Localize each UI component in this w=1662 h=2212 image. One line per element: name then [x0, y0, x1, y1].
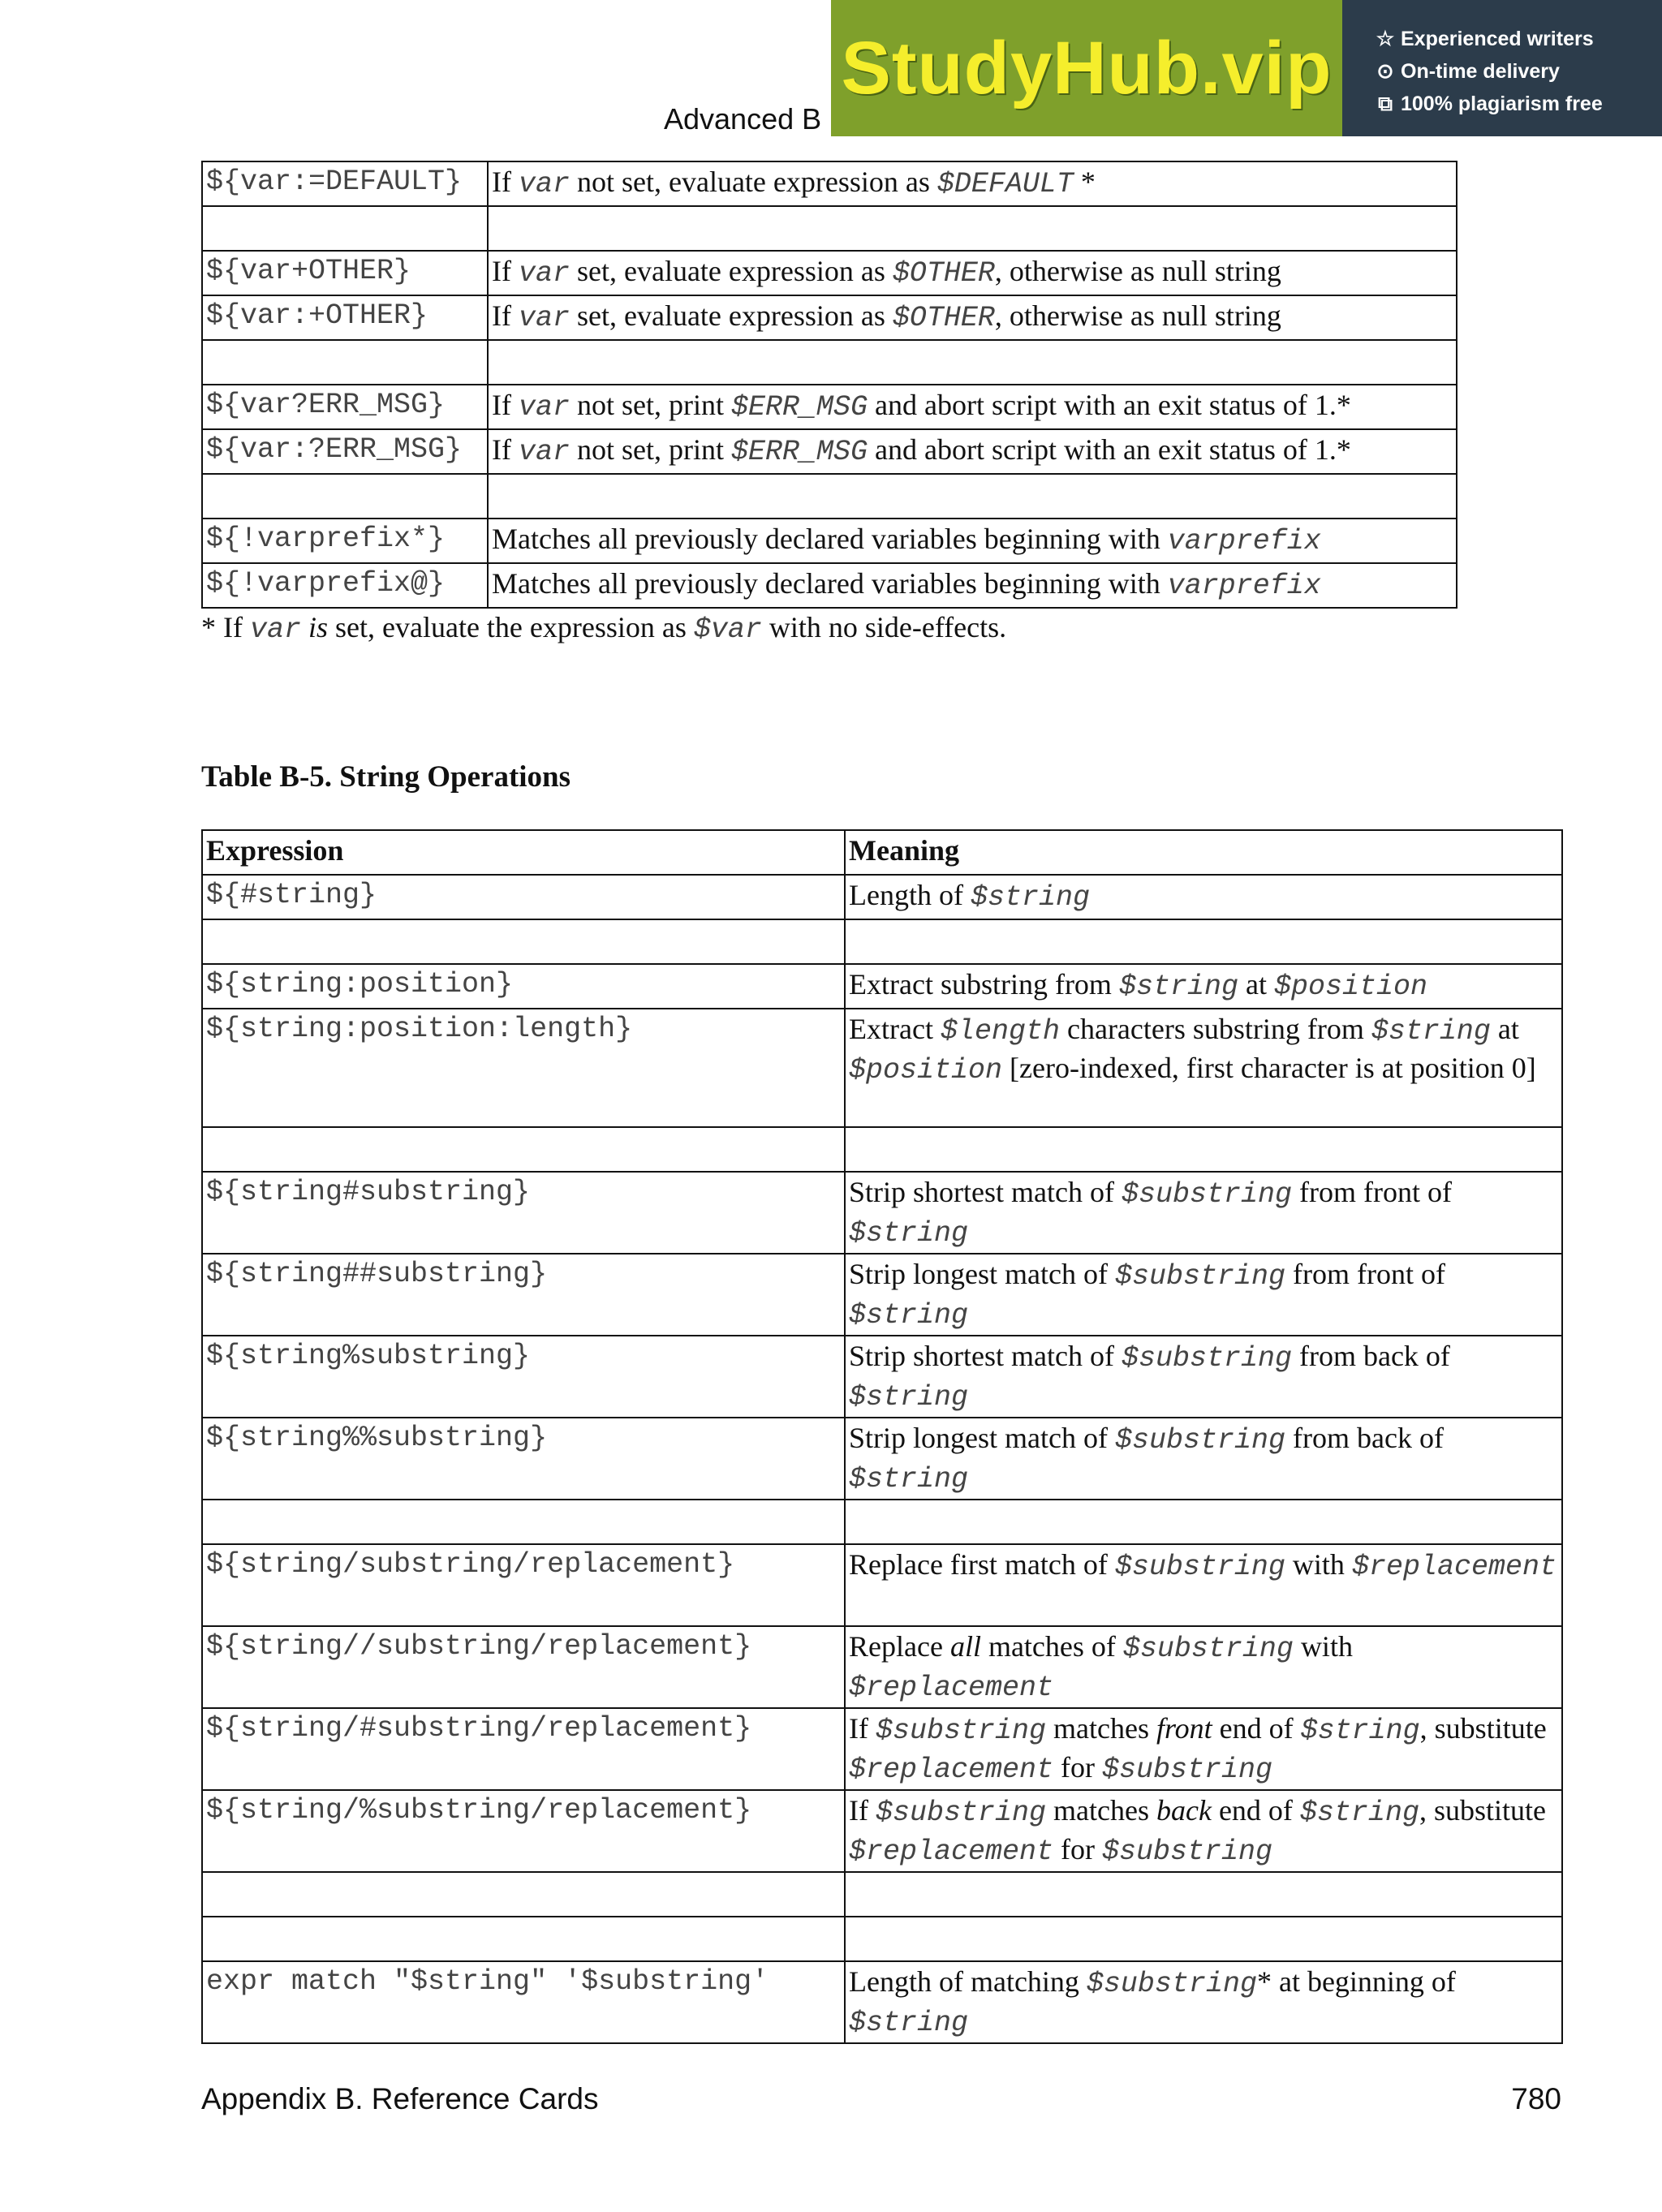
expression-cell: [202, 206, 488, 251]
expression-cell: ${string#substring}: [202, 1172, 845, 1254]
expression-cell: [202, 1127, 845, 1172]
text-fragment: from back of: [1292, 1340, 1450, 1372]
code-term: varprefix: [1167, 525, 1321, 557]
text-fragment: Length of matching: [849, 1965, 1087, 1998]
text-fragment: Length of: [849, 879, 971, 911]
meaning-cell: [488, 474, 1457, 519]
meaning-cell: [845, 1254, 1562, 1336]
text-fragment: , substitute: [1419, 1794, 1546, 1827]
table-row: [202, 1790, 1562, 1872]
column-header-meaning: Meaning: [845, 830, 1562, 875]
text-fragment: end of: [1212, 1712, 1301, 1745]
code-term: $string: [849, 1381, 969, 1414]
expression-cell: ${var?ERR_MSG}: [202, 385, 488, 429]
text-fragment: *: [1073, 166, 1096, 198]
banner-feature: [1375, 88, 1662, 120]
text-fragment: Strip shortest match of: [849, 1176, 1122, 1208]
code-term: $substring: [1121, 1342, 1292, 1375]
table-row: [202, 1917, 1562, 1961]
code-term: varprefix: [1167, 570, 1321, 602]
banner-feature-label: Experienced writers: [1401, 27, 1594, 50]
table-row: [202, 1172, 1562, 1254]
table-row: [202, 519, 1457, 563]
text-fragment: Matches all previously declared variables beginning with: [492, 567, 1168, 600]
table-row: [202, 1708, 1562, 1790]
expression-cell: ${string:position:length}: [202, 1009, 845, 1127]
text-fragment: , substitute: [1419, 1712, 1547, 1745]
text-fragment: front: [1156, 1712, 1212, 1745]
text-fragment: characters substring from: [1059, 1013, 1371, 1045]
text-fragment: is: [301, 611, 329, 643]
meaning-cell: [488, 206, 1457, 251]
table-row: [202, 875, 1562, 919]
table-row: [202, 429, 1457, 474]
text-fragment: Extract: [849, 1013, 941, 1045]
text-fragment: set, evaluate expression as: [570, 255, 893, 287]
code-term: var: [518, 436, 570, 468]
meaning-cell: [845, 919, 1562, 964]
meaning-cell: [845, 1872, 1562, 1917]
table-row: [202, 1626, 1562, 1708]
text-fragment: * If: [201, 611, 250, 643]
code-term: $string: [849, 2007, 969, 2039]
text-fragment: not set, print: [570, 389, 731, 421]
text-fragment: with: [1285, 1548, 1352, 1581]
text-fragment: Strip shortest match of: [849, 1340, 1122, 1372]
text-fragment: If: [492, 433, 519, 466]
text-fragment: If: [849, 1712, 876, 1745]
expression-cell: ${string:position}: [202, 964, 845, 1009]
text-fragment: from front of: [1285, 1258, 1445, 1290]
meaning-cell: [488, 563, 1457, 608]
code-term: $position: [1273, 970, 1427, 1003]
banner-logo-area: [831, 0, 1342, 136]
meaning-cell: [488, 385, 1457, 429]
expression-cell: [202, 1917, 845, 1961]
text-fragment: not set, print: [570, 433, 731, 466]
code-term: $substring: [875, 1797, 1047, 1829]
code-term: $substring: [1121, 1178, 1292, 1211]
text-fragment: Matches all previously declared variables beginning with: [492, 523, 1168, 555]
meaning-cell: [845, 1961, 1562, 2043]
text-fragment: from back of: [1285, 1422, 1444, 1454]
text-fragment: If: [492, 166, 519, 198]
table-row: [202, 1254, 1562, 1336]
meaning-cell: [845, 1500, 1562, 1544]
text-fragment: end of: [1211, 1794, 1300, 1827]
banner-feature: [1375, 55, 1662, 88]
studyhub-logo: StudyHub.vip: [841, 26, 1333, 110]
meaning-cell: [845, 875, 1562, 919]
code-term: $substring: [1114, 1424, 1286, 1457]
code-term: $substring: [1114, 1260, 1286, 1293]
text-fragment: not set, evaluate expression as: [570, 166, 937, 198]
clock-icon: ⊙: [1376, 60, 1394, 83]
table-row: [202, 474, 1457, 519]
text-fragment: , otherwise as null string: [994, 299, 1281, 332]
expression-cell: ${!varprefix*}: [202, 519, 488, 563]
text-fragment: for: [1053, 1751, 1103, 1784]
code-term: $replacement: [849, 1754, 1054, 1786]
table-row: [202, 1127, 1562, 1172]
expression-cell: ${string%substring}: [202, 1336, 845, 1418]
code-term: $string: [849, 1217, 969, 1250]
table-row: [202, 251, 1457, 295]
studyhub-banner[interactable]: [831, 0, 1662, 136]
code-term: $string: [849, 1463, 969, 1495]
expression-cell: ${var:+OTHER}: [202, 295, 488, 340]
meaning-cell: [845, 1708, 1562, 1790]
text-fragment: matches: [1046, 1794, 1156, 1827]
table-row: [202, 964, 1562, 1009]
expression-cell: ${string/#substring/replacement}: [202, 1708, 845, 1790]
text-fragment: and abort script with an exit status of 1.*: [868, 389, 1351, 421]
code-term: $replacement: [1351, 1551, 1557, 1583]
text-fragment: Extract substring from: [849, 968, 1119, 1001]
copy-icon: ⧉: [1378, 92, 1393, 115]
table-row: [202, 1336, 1562, 1418]
text-fragment: with no side-effects.: [761, 611, 1007, 643]
expression-cell: ${string/%substring/replacement}: [202, 1790, 845, 1872]
text-fragment: for: [1053, 1833, 1103, 1866]
code-term: $replacement: [849, 1835, 1054, 1868]
table-row: [202, 385, 1457, 429]
expression-cell: [202, 340, 488, 385]
code-term: $string: [849, 1299, 969, 1332]
expression-cell: [202, 474, 488, 519]
text-fragment: back: [1156, 1794, 1212, 1827]
meaning-cell: [845, 1790, 1562, 1872]
banner-feature: [1375, 23, 1662, 55]
table-footnote: [201, 610, 1006, 646]
expression-cell: ${#string}: [202, 875, 845, 919]
code-term: $string: [1118, 970, 1238, 1003]
meaning-cell: [845, 964, 1562, 1009]
meaning-cell: [488, 161, 1457, 206]
code-term: $OTHER: [892, 257, 995, 290]
section-title: Table B-5. String Operations: [201, 760, 571, 794]
expression-cell: ${!varprefix@}: [202, 563, 488, 608]
variable-substitution-table: [201, 161, 1457, 609]
code-term: var: [518, 168, 570, 200]
text-fragment: If: [492, 255, 519, 287]
page-number: 780: [1511, 2082, 1561, 2115]
text-fragment: If: [492, 299, 519, 332]
code-term: $substring: [875, 1715, 1047, 1747]
meaning-cell: [845, 1336, 1562, 1418]
expression-cell: [202, 1500, 845, 1544]
table-row: [202, 1961, 1562, 2043]
code-term: $substring: [1086, 1968, 1257, 2000]
meaning-cell: [488, 340, 1457, 385]
star-icon: ☆: [1376, 28, 1395, 50]
text-fragment: at: [1238, 968, 1274, 1001]
text-fragment: matches: [1046, 1712, 1156, 1745]
table-row: [202, 295, 1457, 340]
code-term: $position: [849, 1054, 1003, 1087]
code-term: $substring: [1122, 1633, 1294, 1665]
meaning-cell: [845, 1544, 1562, 1626]
table-row: [202, 563, 1457, 608]
meaning-cell: [845, 1172, 1562, 1254]
page-header-title: Advanced B: [664, 102, 822, 136]
expression-cell: ${string##substring}: [202, 1254, 845, 1336]
meaning-cell: [488, 429, 1457, 474]
expression-cell: expr match "$string" '$substring': [202, 1961, 845, 2043]
expression-cell: [202, 1872, 845, 1917]
banner-features: [1342, 0, 1662, 136]
code-term: $OTHER: [892, 302, 995, 334]
text-fragment: Replace: [849, 1630, 950, 1663]
text-fragment: set, evaluate expression as: [570, 299, 893, 332]
string-operations-table: [201, 829, 1563, 2044]
text-fragment: all: [949, 1630, 981, 1663]
code-term: $replacement: [849, 1672, 1054, 1704]
code-term: $DEFAULT: [936, 168, 1074, 200]
text-fragment: If: [849, 1794, 876, 1827]
meaning-cell: [488, 519, 1457, 563]
table-header-row: [202, 830, 1562, 875]
text-fragment: Strip longest match of: [849, 1258, 1115, 1290]
code-term: $substring: [1102, 1754, 1273, 1786]
table-row: [202, 1544, 1562, 1626]
text-fragment: and abort script with an exit status of 1.*: [868, 433, 1351, 466]
table-row: [202, 340, 1457, 385]
code-term: $ERR_MSG: [730, 436, 868, 468]
meaning-cell: [845, 1917, 1562, 1961]
text-fragment: If: [492, 389, 519, 421]
table-row: [202, 919, 1562, 964]
meaning-cell: [845, 1418, 1562, 1500]
meaning-cell: [488, 251, 1457, 295]
code-term: $ERR_MSG: [730, 391, 868, 424]
text-fragment: * at beginning of: [1256, 1965, 1456, 1998]
table-row: [202, 161, 1457, 206]
text-fragment: , otherwise as null string: [994, 255, 1281, 287]
banner-feature-label: On-time delivery: [1401, 59, 1560, 83]
meaning-cell: [488, 295, 1457, 340]
expression-cell: ${var:=DEFAULT}: [202, 161, 488, 206]
code-term: var: [249, 613, 301, 646]
code-term: $string: [1371, 1015, 1491, 1048]
code-term: var: [518, 257, 570, 290]
table-row: [202, 1500, 1562, 1544]
text-fragment: Replace first match of: [849, 1548, 1115, 1581]
meaning-cell: [845, 1127, 1562, 1172]
text-fragment: with: [1293, 1630, 1353, 1663]
expression-cell: ${string%%substring}: [202, 1418, 845, 1500]
text-fragment: at: [1490, 1013, 1519, 1045]
meaning-cell: [845, 1626, 1562, 1708]
code-term: $string: [970, 881, 1090, 914]
banner-feature-label: 100% plagiarism free: [1401, 92, 1603, 115]
code-term: $string: [1299, 1797, 1419, 1829]
column-header-expression: Expression: [202, 830, 845, 875]
code-term: $substring: [1114, 1551, 1285, 1583]
text-fragment: matches of: [980, 1630, 1123, 1663]
expression-cell: ${string/substring/replacement}: [202, 1544, 845, 1626]
table-row: [202, 206, 1457, 251]
code-term: $substring: [1102, 1835, 1273, 1868]
text-fragment: [zero-indexed, first character is at position 0]: [1002, 1052, 1536, 1084]
text-fragment: Strip longest match of: [849, 1422, 1115, 1454]
text-fragment: from front of: [1292, 1176, 1452, 1208]
expression-cell: ${string//substring/replacement}: [202, 1626, 845, 1708]
code-term: $string: [1300, 1715, 1420, 1747]
expression-cell: ${var+OTHER}: [202, 251, 488, 295]
text-fragment: set, evaluate the expression as: [328, 611, 694, 643]
code-term: var: [518, 391, 570, 424]
meaning-cell: [845, 1009, 1562, 1127]
code-term: var: [518, 302, 570, 334]
table-row: [202, 1009, 1562, 1127]
table-row: [202, 1418, 1562, 1500]
code-term: $length: [940, 1015, 1060, 1048]
table-row: [202, 1872, 1562, 1917]
expression-cell: [202, 919, 845, 964]
footer-chapter: Appendix B. Reference Cards: [201, 2082, 599, 2115]
code-term: $var: [693, 613, 762, 646]
expression-cell: ${var:?ERR_MSG}: [202, 429, 488, 474]
